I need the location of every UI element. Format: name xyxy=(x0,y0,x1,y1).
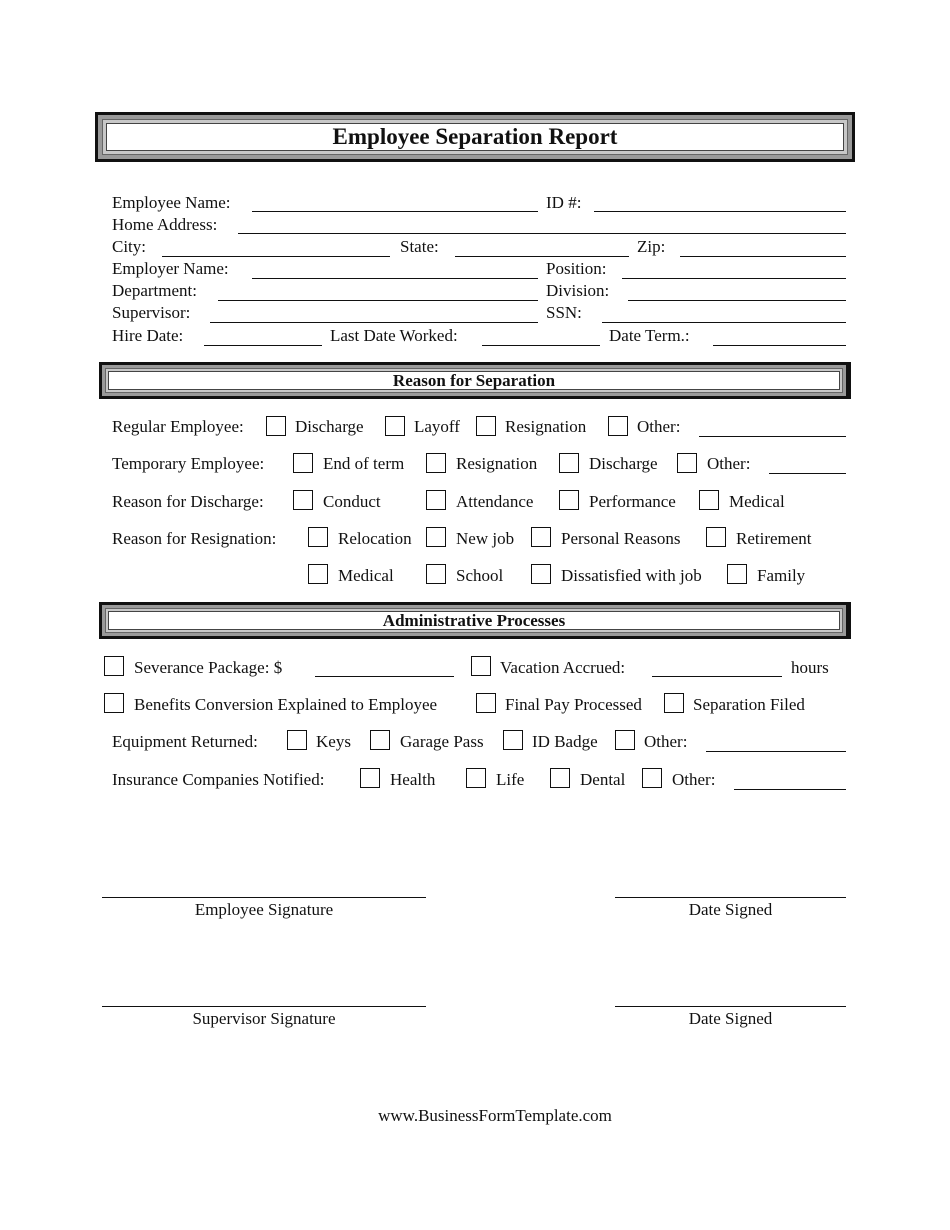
discharge-performance-checkbox[interactable] xyxy=(559,490,579,510)
id-label: ID #: xyxy=(546,193,582,212)
employee-date-line[interactable] xyxy=(615,897,846,898)
vacation-label: Vacation Accrued: xyxy=(500,658,626,677)
temp-discharge-label: Discharge xyxy=(589,454,658,473)
discharge-reason-label: Reason for Discharge: xyxy=(112,492,264,511)
id-field[interactable] xyxy=(594,211,846,212)
temp-other-checkbox[interactable] xyxy=(677,453,697,473)
resign-school-checkbox[interactable] xyxy=(426,564,446,584)
discharge-conduct-label: Conduct xyxy=(323,492,381,511)
supervisor-signature-line[interactable] xyxy=(102,1006,426,1007)
regular-other-label: Other: xyxy=(637,417,681,436)
equip-other-field[interactable] xyxy=(706,751,846,752)
equip-garage-pass-label: Garage Pass xyxy=(400,732,484,751)
regular-resignation-checkbox[interactable] xyxy=(476,416,496,436)
page-title: Employee Separation Report xyxy=(332,124,618,149)
employee-signature-line[interactable] xyxy=(102,897,426,898)
equip-other-checkbox[interactable] xyxy=(615,730,635,750)
resign-medical-checkbox[interactable] xyxy=(308,564,328,584)
state-field[interactable] xyxy=(455,256,629,257)
discharge-attendance-checkbox[interactable] xyxy=(426,490,446,510)
reason-section-header xyxy=(99,362,851,399)
resign-new-job-label: New job xyxy=(456,529,515,548)
reason-heading: Reason for Separation xyxy=(392,370,556,390)
regular-other-checkbox[interactable] xyxy=(608,416,628,436)
department-field[interactable] xyxy=(218,300,538,301)
admin-heading: Administrative Processes xyxy=(382,610,566,630)
benefits-label: Benefits Conversion Explained to Employee xyxy=(134,695,438,714)
resign-new-job-checkbox[interactable] xyxy=(426,527,446,547)
admin-section-header xyxy=(99,602,851,639)
equip-other-label: Other: xyxy=(644,732,688,751)
supervisor-date-caption: Date Signed xyxy=(688,1009,773,1028)
resign-family-label: Family xyxy=(757,566,806,585)
resign-dissatisfied-label: Dissatisfied with job xyxy=(561,566,702,585)
temp-end-of-term-checkbox[interactable] xyxy=(293,453,313,473)
regular-resignation-label: Resignation xyxy=(505,417,587,436)
resign-relocation-checkbox[interactable] xyxy=(308,527,328,547)
ins-life-label: Life xyxy=(496,770,525,789)
division-label: Division: xyxy=(546,281,610,300)
temp-other-label: Other: xyxy=(707,454,751,473)
discharge-conduct-checkbox[interactable] xyxy=(293,490,313,510)
footer-url: www.BusinessFormTemplate.com xyxy=(378,1106,612,1125)
discharge-performance-label: Performance xyxy=(589,492,676,511)
regular-other-field[interactable] xyxy=(699,436,846,437)
vacation-checkbox[interactable] xyxy=(471,656,491,676)
regular-layoff-checkbox[interactable] xyxy=(385,416,405,436)
temp-end-of-term-label: End of term xyxy=(323,454,405,473)
zip-field[interactable] xyxy=(680,256,846,257)
position-field[interactable] xyxy=(622,278,846,279)
resignation-reason-label: Reason for Resignation: xyxy=(112,529,277,548)
employee-signature-caption: Employee Signature xyxy=(194,900,334,919)
equipment-label: Equipment Returned: xyxy=(112,732,258,751)
supervisor-field[interactable] xyxy=(210,322,538,323)
employee-name-field[interactable] xyxy=(252,211,538,212)
division-field[interactable] xyxy=(628,300,846,301)
equip-id-badge-label: ID Badge xyxy=(532,732,598,751)
ssn-field[interactable] xyxy=(602,322,846,323)
employee-date-caption: Date Signed xyxy=(688,900,773,919)
vacation-hours-field[interactable] xyxy=(652,676,782,677)
zip-label: Zip: xyxy=(637,237,666,256)
city-label: City: xyxy=(112,237,147,256)
resign-personal-checkbox[interactable] xyxy=(531,527,551,547)
temp-discharge-checkbox[interactable] xyxy=(559,453,579,473)
insurance-label: Insurance Companies Notified: xyxy=(112,770,325,789)
date-term-field[interactable] xyxy=(713,345,846,346)
separation-filed-checkbox[interactable] xyxy=(664,693,684,713)
resign-retirement-label: Retirement xyxy=(736,529,812,548)
resign-retirement-checkbox[interactable] xyxy=(706,527,726,547)
temp-resignation-checkbox[interactable] xyxy=(426,453,446,473)
final-pay-checkbox[interactable] xyxy=(476,693,496,713)
equip-id-badge-checkbox[interactable] xyxy=(503,730,523,750)
supervisor-signature-caption: Supervisor Signature xyxy=(192,1009,336,1028)
department-label: Department: xyxy=(112,281,197,300)
supervisor-label: Supervisor: xyxy=(112,303,191,322)
hours-label: hours xyxy=(791,658,829,677)
home-address-label: Home Address: xyxy=(112,215,218,234)
hire-date-label: Hire Date: xyxy=(112,326,184,345)
discharge-medical-label: Medical xyxy=(729,492,785,511)
temporary-employee-label: Temporary Employee: xyxy=(112,454,265,473)
title-box xyxy=(95,112,855,162)
resign-dissatisfied-checkbox[interactable] xyxy=(531,564,551,584)
temp-other-field[interactable] xyxy=(769,473,846,474)
employee-name-label: Employee Name: xyxy=(112,193,231,212)
regular-discharge-label: Discharge xyxy=(295,417,364,436)
state-label: State: xyxy=(400,237,439,256)
city-field[interactable] xyxy=(162,256,390,257)
last-date-worked-label: Last Date Worked: xyxy=(330,326,458,345)
final-pay-label: Final Pay Processed xyxy=(505,695,642,714)
benefits-checkbox[interactable] xyxy=(104,693,124,713)
resign-medical-label: Medical xyxy=(338,566,394,585)
equip-keys-label: Keys xyxy=(316,732,351,751)
ins-dental-label: Dental xyxy=(580,770,626,789)
ins-health-checkbox[interactable] xyxy=(360,768,380,788)
severance-amount-field[interactable] xyxy=(315,676,454,677)
resign-family-checkbox[interactable] xyxy=(727,564,747,584)
discharge-medical-checkbox[interactable] xyxy=(699,490,719,510)
severance-label: Severance Package: $ xyxy=(134,658,283,677)
regular-discharge-checkbox[interactable] xyxy=(266,416,286,436)
temp-resignation-label: Resignation xyxy=(456,454,538,473)
ins-life-checkbox[interactable] xyxy=(466,768,486,788)
home-address-field[interactable] xyxy=(238,233,846,234)
resign-personal-label: Personal Reasons xyxy=(561,529,681,548)
resign-school-label: School xyxy=(456,566,504,585)
ins-health-label: Health xyxy=(390,770,436,789)
regular-employee-label: Regular Employee: xyxy=(112,417,244,436)
ins-other-field[interactable] xyxy=(734,789,846,790)
ins-dental-checkbox[interactable] xyxy=(550,768,570,788)
resign-relocation-label: Relocation xyxy=(338,529,412,548)
equip-keys-checkbox[interactable] xyxy=(287,730,307,750)
date-term-label: Date Term.: xyxy=(609,326,690,345)
ins-other-label: Other: xyxy=(672,770,716,789)
discharge-attendance-label: Attendance xyxy=(456,492,534,511)
hire-date-field[interactable] xyxy=(204,345,322,346)
regular-layoff-label: Layoff xyxy=(414,417,460,436)
employer-name-field[interactable] xyxy=(252,278,538,279)
employer-name-label: Employer Name: xyxy=(112,259,229,278)
last-date-worked-field[interactable] xyxy=(482,345,600,346)
ssn-label: SSN: xyxy=(546,303,582,322)
ins-other-checkbox[interactable] xyxy=(642,768,662,788)
separation-filed-label: Separation Filed xyxy=(693,695,805,714)
severance-checkbox[interactable] xyxy=(104,656,124,676)
supervisor-date-line[interactable] xyxy=(615,1006,846,1007)
position-label: Position: xyxy=(546,259,607,278)
equip-garage-pass-checkbox[interactable] xyxy=(370,730,390,750)
